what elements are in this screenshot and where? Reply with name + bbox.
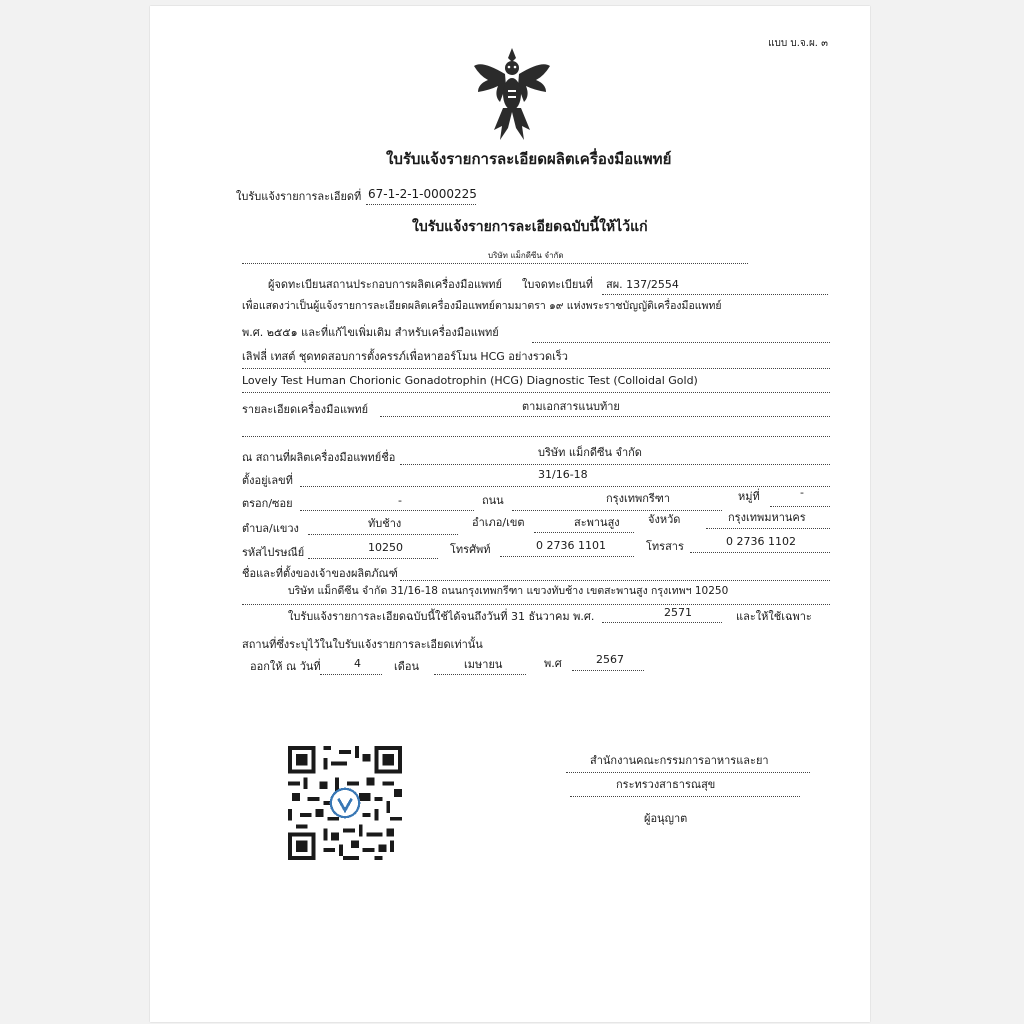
province-value: กรุงเทพมหานคร	[728, 511, 806, 524]
moo-value: -	[800, 486, 804, 499]
statement-line-1: เพื่อแสดงว่าเป็นผู้แจ้งรายการละเอียดผลิตเครื่องมือแพทย์ตามมาตรา ๑๙ แห่งพระราชบัญญัติเครื่องมือแพทย์	[242, 300, 722, 312]
product-name-thai: เลิฟลี่ เทสต์ ชุดทดสอบการตั้งครรภ์เพื่อหาฮอร์โมน HCG อย่างรวดเร็ว	[242, 350, 568, 363]
product-name-english: Lovely Test Human Chorionic Gonadotrophin (HCG) Diagnostic Test (Colloidal Gold)	[242, 374, 698, 387]
owner-label: ชื่อและที่ตั้งของเจ้าของผลิตภัณฑ์	[242, 567, 398, 580]
district-value: สะพานสูง	[574, 516, 620, 529]
license-number: สผ. 137/2554	[606, 278, 679, 291]
site-value: บริษัท แม็กดีซีน จำกัด	[538, 446, 642, 459]
address-value: 31/16-18	[538, 468, 588, 481]
postal-label: รหัสไปรษณีย์	[242, 546, 305, 559]
year-label: พ.ศ	[544, 657, 562, 670]
detail-value: ตามเอกสารแนบท้าย	[522, 400, 620, 413]
site-label: ณ สถานที่ผลิตเครื่องมือแพทย์ชื่อ	[242, 451, 396, 464]
validity-text: ใบรับแจ้งรายการละเอียดฉบับนี้ใช้ได้จนถึงวันที่ 31 ธันวาคม พ.ศ.	[288, 610, 595, 623]
fda-office-name: สำนักงานคณะกรรมการอาหารและยา	[590, 754, 769, 767]
document-page	[150, 6, 870, 1022]
alley-label: ตรอก/ซอย	[242, 497, 293, 510]
postal-value: 10250	[368, 541, 403, 554]
subdistrict-value: ทับช้าง	[368, 517, 402, 530]
owner-value: บริษัท แม็กดีซีน จำกัด 31/16-18 ถนนกรุงเทพกรีฑา แขวงทับช้าง เขตสะพานสูง กรุงเทพฯ 10250	[288, 585, 729, 597]
form-code: แบบ บ.จ.ผ. ๓	[768, 38, 828, 49]
phone-label: โทรศัพท์	[450, 543, 491, 556]
subtitle: ใบรับแจ้งรายการละเอียดฉบับนี้ให้ไว้แก่	[412, 219, 648, 235]
fax-label: โทรสาร	[646, 540, 684, 553]
road-label: ถนน	[482, 494, 504, 507]
address-label: ตั้งอยู่เลขที่	[242, 474, 293, 487]
company-name-small: บริษัท แม็กดีซีน จำกัด	[488, 251, 564, 260]
month-label: เดือน	[394, 660, 420, 673]
road-value: กรุงเทพกรีฑา	[606, 492, 671, 505]
issued-month: เมษายน	[464, 658, 503, 671]
detail-label: รายละเอียดเครื่องมือแพทย์	[242, 403, 369, 416]
alley-value: -	[398, 494, 402, 507]
validity-suffix: และให้ใช้เฉพาะ	[736, 610, 812, 623]
license-label: ใบจดทะเบียนที่	[522, 278, 594, 291]
registrant-label: ผู้จดทะเบียนสถานประกอบการผลิตเครื่องมือแพทย์	[268, 278, 502, 291]
receipt-number: 67-1-2-1-0000225	[368, 187, 477, 201]
province-label: จังหวัด	[648, 513, 681, 526]
subdistrict-label: ตำบล/แขวง	[242, 522, 299, 535]
moo-label: หมู่ที่	[738, 490, 760, 503]
receipt-label: ใบรับแจ้งรายการละเอียดที่	[236, 190, 362, 203]
issued-year: 2567	[596, 653, 624, 666]
garuda-emblem	[472, 46, 552, 144]
validity-year: 2571	[664, 606, 692, 619]
signer-title: ผู้อนุญาต	[644, 812, 688, 825]
ministry-name: กระทรวงสาธารณสุข	[616, 778, 716, 791]
phone-value: 0 2736 1101	[536, 539, 606, 552]
statement-line-2: พ.ศ. ๒๕๕๑ และที่แก้ไขเพิ่มเติม สำหรับเครื่องมือแพทย์	[242, 326, 499, 339]
issued-day: 4	[354, 657, 361, 670]
district-label: อำเภอ/เขต	[472, 516, 525, 529]
qr-code	[288, 744, 402, 862]
main-title: ใบรับแจ้งรายการละเอียดผลิตเครื่องมือแพทย์	[386, 150, 672, 168]
fax-value: 0 2736 1102	[726, 535, 796, 548]
validity-line-2: สถานที่ซึ่งระบุไว้ในใบรับแจ้งรายการละเอียดเท่านั้น	[242, 638, 483, 651]
issued-label: ออกให้ ณ วันที่	[250, 660, 321, 673]
